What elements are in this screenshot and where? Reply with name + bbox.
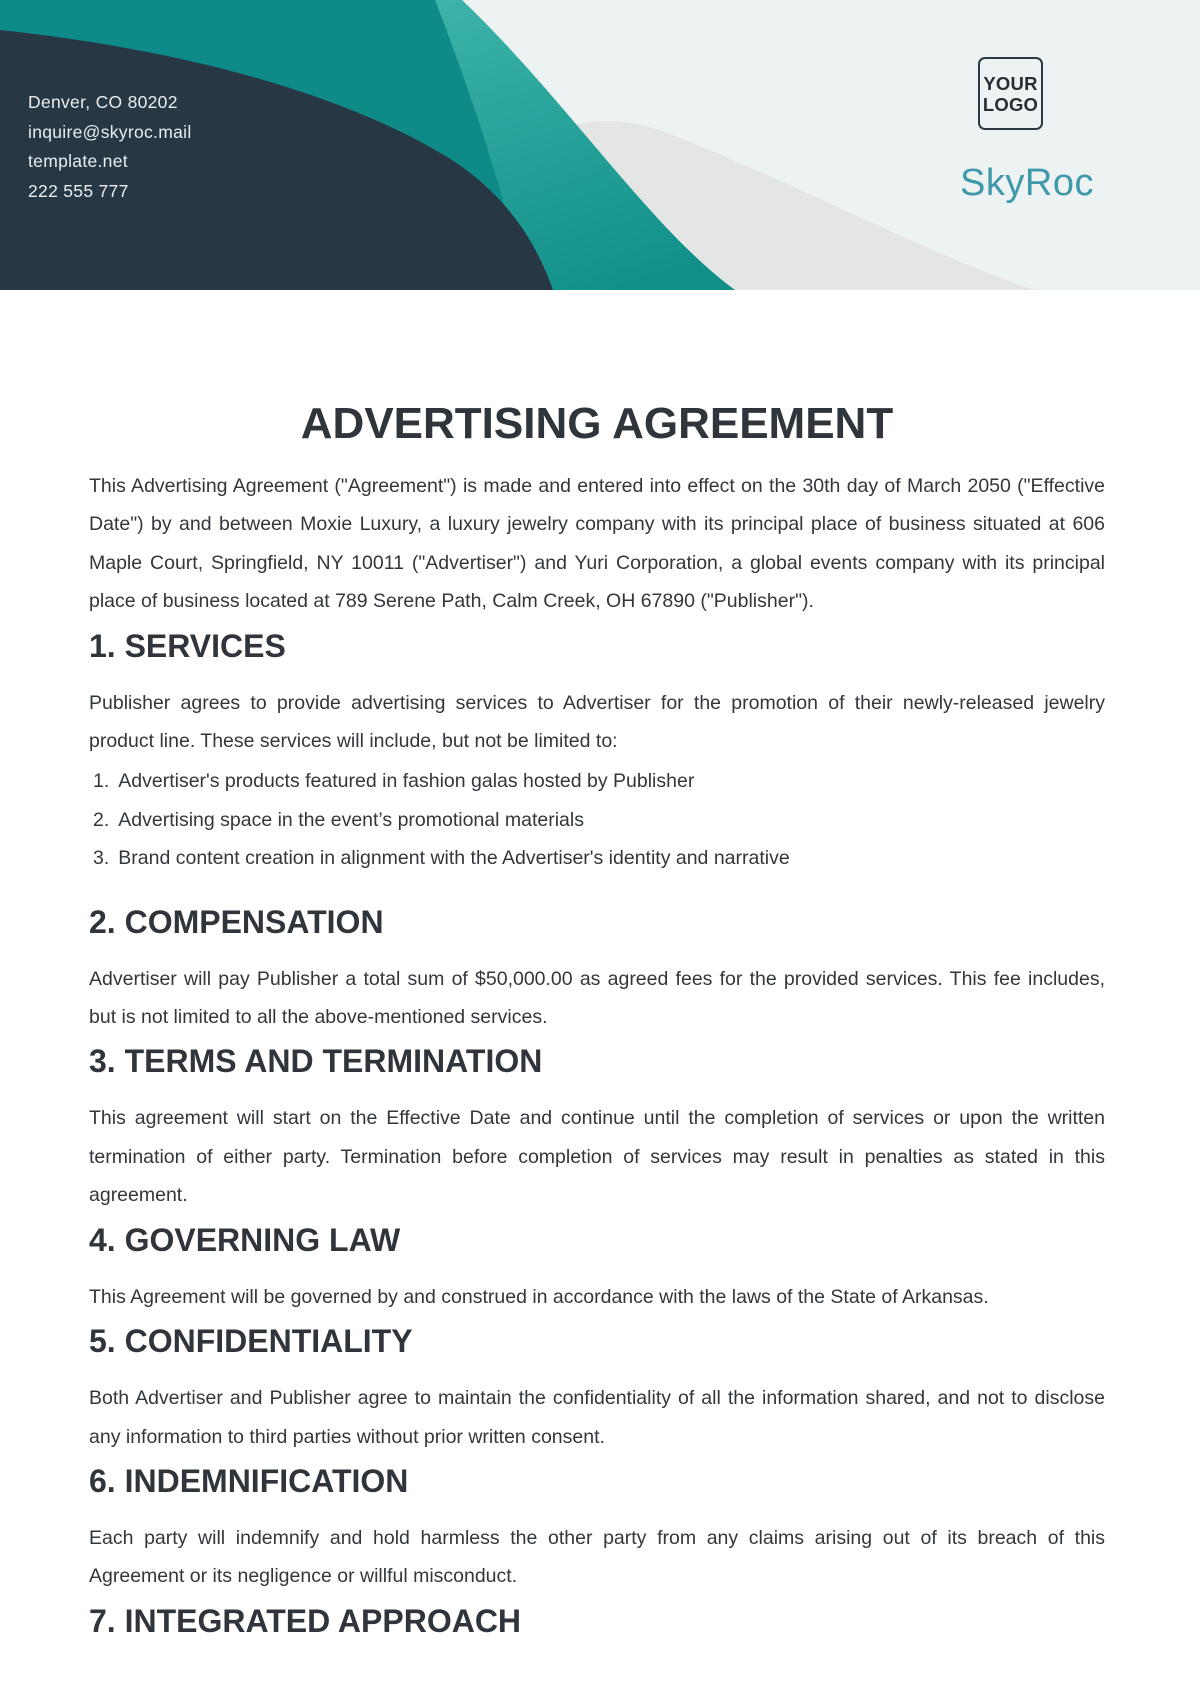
section-body-confidentiality: Both Advertiser and Publisher agree to maintain the confidentiality of all the information shared, and not to disclose any information to third parties without prior written consent. xyxy=(89,1387,1105,1448)
contact-address: Denver, CO 80202 xyxy=(28,92,178,112)
section-body-services: Publisher agrees to provide advertising services to Advertiser for the promotion of their newly-released jewelry product line. These services will include, but not be limited to: xyxy=(89,691,1105,753)
list-item-number: 2. xyxy=(93,808,110,831)
document-title: ADVERTISING AGREEMENT xyxy=(300,399,894,448)
brand-name: SkyRoc xyxy=(960,162,1094,204)
section-heading-governing-law: 4. GOVERNING LAW xyxy=(89,1221,401,1258)
list-item-text: Advertising space in the event’s promotional materials xyxy=(118,808,584,831)
section-heading-compensation: 2. COMPENSATION xyxy=(89,903,384,940)
contact-block xyxy=(28,88,192,206)
section-body-compensation: Advertiser will pay Publisher a total sum of $50,000.00 as agreed fees for the provided services. This fee includes, but is not limited to all the above-mentioned services. xyxy=(89,967,1105,1029)
contact-phone: 222 555 777 xyxy=(28,180,129,201)
list-item-text: Brand content creation in alignment with the Advertiser's identity and narrative xyxy=(118,847,790,870)
list-item-number: 1. xyxy=(93,770,110,793)
section-body-indemnification: Each party will indemnify and hold harmless the other party from any claims arising out of its breach of this Agreement or its negligence or willful misconduct. xyxy=(89,1526,1105,1588)
intro-paragraph: This Advertising Agreement ("Agreement") is made and entered into effect on the 30th day of March 2050 ("Effective Date") by and between Moxie Luxury, a luxury jewelry company with its principal place of business situated at 606 Maple Court, Springfield, NY 10011 ("Advertiser") and Yuri Corporation, a global events company with its principal place of business located at 789 Serene Path, Calm Creek, OH 67890 ("Publisher"). xyxy=(89,475,1105,613)
section-heading-integrated-approach: 7. INTEGRATED APPROACH xyxy=(89,1602,522,1639)
list-item-text: Advertiser's products featured in fashion galas hosted by Publisher xyxy=(118,770,695,793)
section-body-governing-law: This Agreement will be governed by and construed in accordance with the laws of the State of Arkansas. xyxy=(89,1285,989,1308)
list-item xyxy=(89,762,1105,800)
section-heading-confidentiality: 5. CONFIDENTIALITY xyxy=(89,1323,413,1360)
agreement-document xyxy=(0,399,1200,1640)
services-list xyxy=(89,762,1105,877)
list-item xyxy=(89,839,1105,877)
letterhead-header xyxy=(0,0,1200,290)
list-item-number: 3. xyxy=(93,847,110,870)
section-body-terms-and-termination: This agreement will start on the Effective Date and continue until the completion of services or upon the written termination of either party. Termination before completion of services may result in penalties as stated in this agreement. xyxy=(89,1107,1105,1207)
logo-text-line2: LOGO xyxy=(982,93,1039,115)
contact-website: template.net xyxy=(28,151,128,171)
logo-placeholder xyxy=(978,57,1043,130)
contact-email: inquire@skyroc.mail xyxy=(28,121,192,142)
section-heading-services: 1. SERVICES xyxy=(89,627,286,664)
logo-text-line1: YOUR xyxy=(983,72,1038,94)
section-heading-indemnification: 6. INDEMNIFICATION xyxy=(89,1462,409,1499)
list-item xyxy=(89,801,1105,839)
section-heading-terms-and-termination: 3. TERMS AND TERMINATION xyxy=(89,1043,543,1080)
